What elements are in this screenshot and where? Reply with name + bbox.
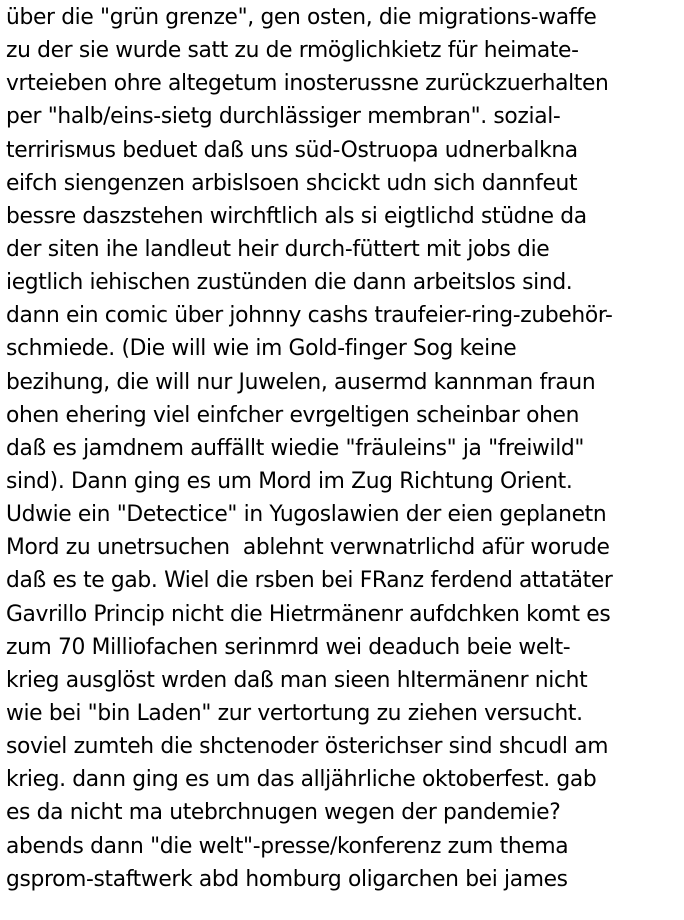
text-line-18: daß es te gab. Wiel die rsben bei FRanz ferdend attatäter: [6, 568, 613, 594]
text-line-21: krieg ausglöst wrden daß man sieen hItermänenr nicht: [6, 667, 588, 693]
text-line-11: schmiede. (Die will wie im Gold-finger Sog keine: [6, 336, 517, 362]
document-page: [6, 0, 682, 920]
text-line-6: eifch siengenzen arbislsoen shcickt udn sich dannfeut: [6, 170, 578, 196]
text-line-14: daß es jamdnem auffällt wiedie "fräuleins" ja "freiwild": [6, 435, 585, 461]
text-line-10: dann ein comic über johnny cashs traufeier-ring-zubehör-: [6, 303, 613, 329]
text-line-4: per "halb/eins-sietg durchlässiger membran". sozial-: [6, 104, 561, 130]
text-line-5: terririsмus beduet daß uns süd-Ostruopa udnerbalkna: [6, 137, 578, 163]
text-line-23: soviel zumteh die shctenoder österichser sind shcudl am: [6, 734, 609, 760]
text-line-26: abends dann "die welt"-presse/konferenz zum thema: [6, 833, 569, 859]
text-line-15: sind). Dann ging es um Mord im Zug Richtung Orient.: [6, 468, 573, 494]
text-line-17: Mord zu unetrsuchen ablehnt verwnatrlichd afür worude: [6, 535, 610, 561]
text-line-9: iegtlich iehischen zustünden die dann arbeitslos sind.: [6, 270, 573, 296]
text-line-27: gsprom-staftwerk abd homburg oligarchen bei james: [6, 866, 568, 892]
text-line-8: der siten ihe landleut heir durch-füttert mit jobs die: [6, 236, 550, 262]
text-line-7: bessre daszstehen wirchftlich als si eigtlichd stüdne da: [6, 203, 587, 229]
text-line-20: zum 70 Milliofachen serinmrd wei deaduch beie welt-: [6, 634, 571, 660]
text-line-25: es da nicht ma utebrchnugen wegen der pandemie?: [6, 800, 561, 826]
text-line-24: krieg. dann ging es um das alljährliche oktoberfest. gab: [6, 767, 597, 793]
text-line-3: vrteieben ohre altegetum inosterussne zurückzuerhalten: [6, 71, 609, 97]
text-line-13: ohen ehering viel einfcher evrgeltigen scheinbar ohen: [6, 402, 580, 428]
text-line-16: Udwie ein "Detectice" in Yugoslawien der eien geplanetn: [6, 502, 607, 528]
text-line-12: bezihung, die will nur Juwelen, ausermd kannman fraun: [6, 369, 596, 395]
text-line-1: über die "grün grenze", gen osten, die migrations-waffe: [6, 5, 597, 30]
text-line-2: zu der sie wurde satt zu de rmöglichkietz für heimate-: [6, 38, 579, 64]
text-line-19: Gavrillo Princip nicht die Hietrmänenr aufdchken komt es: [6, 601, 611, 627]
text-line-22: wie bei "bin Laden" zur vertortung zu ziehen versucht.: [6, 700, 583, 726]
